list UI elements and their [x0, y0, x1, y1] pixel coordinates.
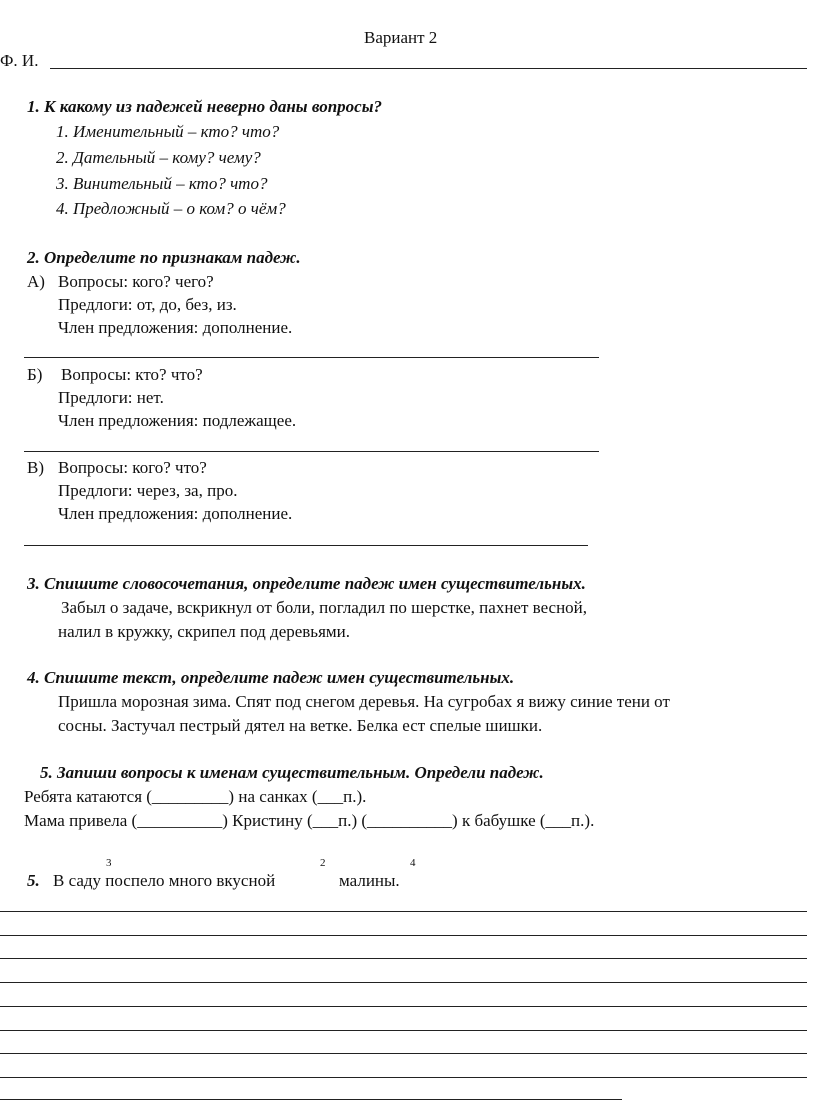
q2-member: Член предложения: дополнение.	[58, 318, 293, 337]
q2-questions: Вопросы: кто? что?	[61, 365, 203, 384]
question-5b-number: 5.	[27, 871, 40, 890]
q5-text-line: Ребята катаются (_________) на санках (___п.).	[24, 787, 367, 806]
q1-option: 3. Винительный – кто? что?	[56, 174, 268, 193]
q5-text-line: Мама привела (__________) Кристину (___п.) (__________) к бабушке (___п.).	[24, 811, 595, 830]
question-2-title: 2. Определите по признакам падеж.	[27, 248, 301, 267]
answer-line-c[interactable]	[24, 545, 588, 546]
answer-line-a[interactable]	[24, 357, 599, 358]
q1-option: 4. Предложный – о ком? о чём?	[56, 199, 286, 218]
writing-line[interactable]	[0, 1077, 807, 1078]
writing-line[interactable]	[0, 1006, 807, 1007]
q2-block-letter: А)	[27, 272, 45, 291]
writing-line[interactable]	[0, 1030, 807, 1031]
writing-line[interactable]	[0, 935, 807, 936]
writing-line[interactable]	[0, 982, 807, 983]
q2-member: Член предложения: подлежащее.	[58, 411, 297, 430]
writing-line[interactable]	[0, 1099, 622, 1100]
name-label: Ф. И.	[0, 51, 39, 70]
parse-mark: 2	[320, 857, 326, 869]
q2-questions: Вопросы: кого? чего?	[58, 272, 214, 291]
q2-prepositions: Предлоги: через, за, про.	[58, 481, 238, 500]
parse-mark: 3	[106, 857, 112, 869]
q2-prepositions: Предлоги: нет.	[58, 388, 164, 407]
variant-title: Вариант 2	[364, 28, 438, 47]
q2-member: Член предложения: дополнение.	[58, 504, 293, 523]
q4-text-line: сосны. Застучал пестрый дятел на ветке. Белка ест спелые шишки.	[58, 716, 543, 735]
q2-block-letter: Б)	[27, 365, 43, 384]
question-5-title: 5. Запиши вопросы к именам существительным. Определи падеж.	[40, 763, 544, 782]
name-input-line[interactable]	[50, 68, 807, 69]
question-1-title: 1. К какому из падежей неверно даны вопросы?	[27, 97, 382, 116]
q2-questions: Вопросы: кого? что?	[58, 458, 207, 477]
question-4-title: 4. Спишите текст, определите падеж имен существительных.	[27, 668, 515, 687]
writing-line[interactable]	[0, 1053, 807, 1054]
answer-line-b[interactable]	[24, 451, 599, 452]
parse-mark: 4	[410, 857, 416, 869]
q2-block-letter: В)	[27, 458, 44, 477]
q5b-sentence-start: В саду поспело много вкусной	[53, 871, 276, 890]
writing-line[interactable]	[0, 911, 807, 912]
q1-option: 2. Дательный – кому? чему?	[56, 148, 261, 167]
q2-prepositions: Предлоги: от, до, без, из.	[58, 295, 237, 314]
q5b-sentence-end: малины.	[339, 871, 400, 890]
q3-text-line: Забыл о задаче, вскрикнул от боли, погладил по шерстке, пахнет весной,	[61, 598, 588, 617]
writing-line[interactable]	[0, 958, 807, 959]
question-3-title: 3. Спишите словосочетания, определите падеж имен существительных.	[27, 574, 586, 593]
q3-text-line: налил в кружку, скрипел под деревьями.	[58, 622, 350, 641]
q1-option: 1. Именительный – кто? что?	[56, 122, 280, 141]
q4-text-line: Пришла морозная зима. Спят под снегом деревья. На сугробах я вижу синие тени от	[58, 692, 670, 711]
